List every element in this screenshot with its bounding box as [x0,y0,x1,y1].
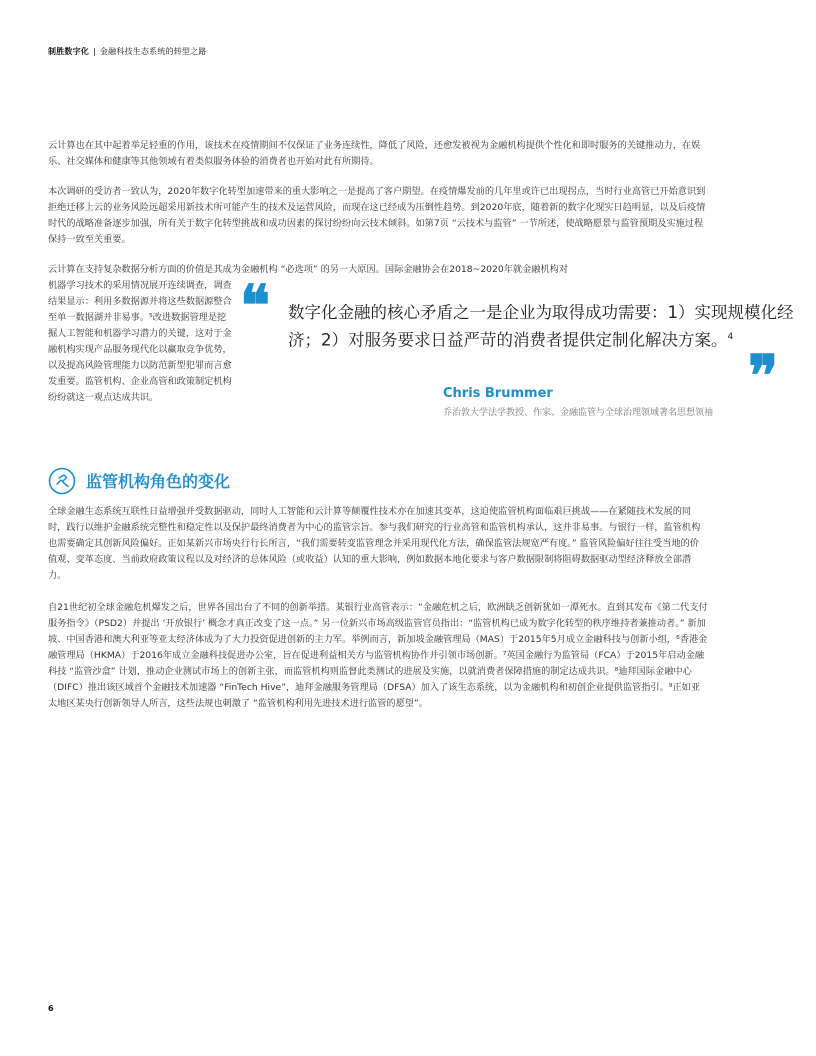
header-subtitle: 金融科技生态系统的转型之路 [99,47,207,56]
header-separator: | [93,47,96,56]
running-header [48,46,207,57]
quote-close-icon: ❞ [748,343,773,409]
page-number: 6 [48,1004,54,1013]
pull-quote-footnote: 4 [727,332,734,342]
regulator-hand-icon [48,467,76,495]
paragraph-innovation-initiatives: 自21世纪初全球金融危机爆发之后，世界各国出台了不同的创新举措。某银行业高管表示：“金融危机之后，欧洲缺乏创新犹如一潭死水。直到其发布《第二代支付服务指令》（PSD2）并提出 ‘开放银行’ 概念才真正改变了这一点。” 另一位新兴市场高级监管官员指出：“监管机构已成为数字化转型的秩序维持者兼推动者。” 新加坡、中国香港和澳大利亚等亚太经济体成为了大力投资促进创新的主力军。举例而言，新加坡金融管理局（MAS）于2015年5月成立金融科技与创新小组，⁶香港金融管理局（HKMA）于2016年成立金融科技促进办公室，旨在促进利益相关方与监管机构协作并引领市场创新。⁷英国金融行为监管局（FCA）于2015年启动金融科技 “监管沙盒” 计划，推动企业测试市场上的创新主张，而监管机构则监督此类测试的进展及实施，以就消费者保障措施的制定达成共识。⁸迪拜国际金融中心（DIFC）推出该区域首个金融技术加速器 “FinTech Hive”，迪拜金融服务管理局（DFSA）加入了该生态系统，以为金融机构和初创企业提供监管指引。⁹正如亚太地区某央行创新领导人所言，这些法规也刺激了 “监管机构利用先进技术进行监管的愿望”。 [48,602,708,709]
paragraph-data-analytics-intro: 云计算在支持复杂数据分析方面的价值是其成为金融机构 “必选项” 的另一大原因。国际金融协会在2018~2020年就金融机构对 [48,264,569,275]
paragraph-cloud-role: 云计算也在其中起着举足轻重的作用，该技术在疫情期间不仅保证了业务连续性，降低了风险，还愈发被视为金融机构提供个性化和即时服务的关键推动力，在娱乐、社交媒体和健康等其他领域有着类似服务体验的消费者也开始对此有所期待。 [48,140,701,167]
header-brand: 制胜数字化 [48,47,89,56]
section-title: 监管机构角色的变化 [86,472,231,491]
pull-quote [288,300,794,353]
paragraph-data-analytics-body: 机器学习技术的采用情况展开连续调查，调查结果显示：利用多数据源并将这些数据源整合至单一数据湖并非易事。⁵改进数据管理是挖掘人工智能和机器学习潜力的关键，这对于金融机构实现产品服务现代化以赢取竞争优势，以及提高风险管理能力以防范新型犯罪而言愈发重要。监管机构、企业高管和政策制定机构纷纷就这一观点达成共识。 [48,280,232,403]
pull-quote-text: 数字化金融的核心矛盾之一是企业为取得成功需要：1）实现规模化经济；2）对服务要求日益严苛的消费者提供定制化解决方案。 [288,303,794,350]
quote-author: Chris Brummer [443,386,553,401]
quote-open-icon: ❝ [240,273,265,339]
quote-author-title: 乔治敦大学法学教授、作家、金融监管与全球治理领域著名思想领袖 [443,408,714,418]
paragraph-regulators-challenge: 全球金融生态系统互联性日益增强并受数据驱动，同时人工智能和云计算等颠覆性技术亦在加速其变革，这迫使监管机构面临艰巨挑战——在紧随技术发展的同时，践行以维护金融系统完整性和稳定性以及保护最终消费者为中心的监管宗旨。参与我们研究的行业高管和监管机构承认，这并非易事。与银行一样，监管机构也需要确定其创新风险偏好。正如某新兴市场央行行长所言，“我们需要转变监管理念并采用现代化方法，确保监管法规宽严有度。” 监管风险偏好往往受当地的价值观、变革态度、当前政府政策议程以及对经济的总体风险（或收益）认知的重大影响，例如数据本地化要求与客户数据限制将阻碍数据驱动型经济释放全部潜力。 [48,506,701,581]
paragraph-customer-expectations: 本次调研的受访者一致认为，2020年数字化转型加速带来的重大影响之一是提高了客户期望。在疫情爆发前的几年里或许已出现拐点，当时行业高管已开始意识到拒绝迁移上云的业务风险远超采用新技术所可能产生的技术及运营风险，而现在这已经成为压倒性趋势。到2020年底，随着新的数字化现实日趋明显，以及后疫情时代的战略准备逐步加强，所有关于数字化转型挑战和成功因素的探讨纷纷向云技术倾斜。如第7页 “云技术与监管” 一节所述，使战略愿景与监管预期及实施过程保持一致至关重要。 [48,186,706,245]
